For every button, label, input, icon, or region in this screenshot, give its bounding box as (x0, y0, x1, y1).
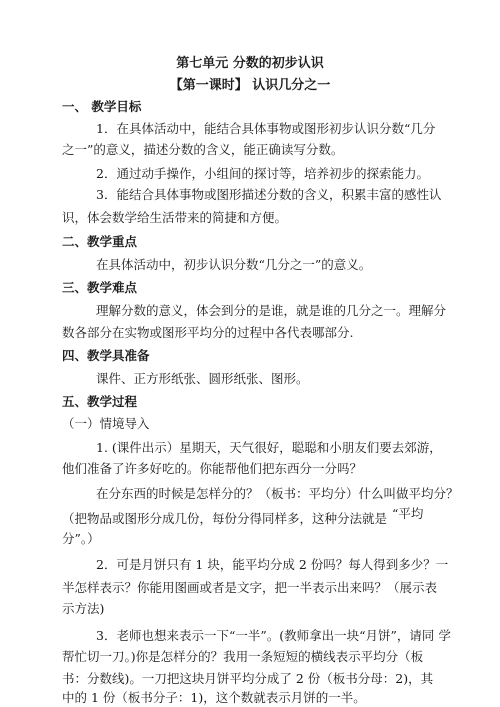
section-heading-goals: 一、 教学目标 (62, 99, 142, 114)
process-3-line-4: 中的 1 份（板书分子：1)，这个数就表示月饼的一半。 (62, 690, 366, 705)
process-2-line-3: 示方法) (62, 601, 105, 616)
section-heading-materials: 四、教学具准备 (62, 348, 150, 363)
materials-text: 课件、正方形纸张、圆形纸张、图形。 (96, 371, 309, 386)
goal-3-line-2: 识，体会数学给生活带来的简捷和方便。 (62, 210, 288, 225)
difficulty-line-2: 数各部分在实物或图形平均分的过程中各代表哪部分. (62, 325, 354, 340)
lesson-subtitle: 【第一课时】 认识几分之一 (169, 78, 331, 93)
focus-text: 在具体活动中，初步认识分数“几分之一”的意义。 (96, 257, 372, 272)
process-3-line-1: 3．老师也想来表示一下“一半”。(教师拿出一块“月饼”，请同 学 (96, 628, 451, 643)
goal-1-line-2: 之一”的意义，描述分数的含义，能正确读写分数。 (62, 142, 344, 157)
difficulty-line-1: 理解分数的意义，体会到分的是谁，就是谁的几分之一。理解分 (96, 303, 447, 318)
process-2-line-1: 2．可是月饼只有 1 块，能平均分成 2 份吗？每人得到多少？一 (96, 557, 449, 572)
section-heading-difficulty: 三、教学难点 (62, 280, 138, 295)
process-definition-quote: “平均 (392, 506, 424, 521)
process-1-line-2: 他们准备了许多好吃的。你能帮他们把东西分一分吗？ (62, 461, 363, 476)
process-question: 在分东西的时候是怎样分的？（板书：平均分）什么叫做平均分？ (96, 486, 459, 501)
goal-2: 2．通过动手操作，小组间的探讨等，培养初步的探索能力。 (96, 166, 429, 181)
process-3-line-3: 书：分数线)。一刀把这块月饼平均分成了 2 份（板书分母：2)，其 (62, 671, 434, 686)
goal-3-line-1: 3．能结合具体事物或图形描述分数的含义，积累丰富的感性认 (96, 187, 442, 202)
process-3-line-2: 帮忙切一刀。)你是怎样分的？我用一条短短的横线表示平均分（板 (62, 649, 424, 664)
goal-1-line-1: 1．在具体活动中，能结合具体事物或图形初步认识分数“几分 (96, 121, 436, 136)
process-1-line-1: 1. (课件出示）星期天，天气很好，聪聪和小朋友们要去郊游， (96, 440, 442, 455)
section-heading-process: 五、教学过程 (62, 394, 138, 409)
section-heading-focus: 二、教学重点 (62, 234, 138, 249)
process-2-line-2: 半怎样表示？你能用图画或者是文字，把一半表示出来吗？（展示表 (62, 580, 438, 595)
process-definition-line-2: 分”。） (62, 531, 100, 546)
process-definition-line-1: （把物品或图形分成几份，每份分得同样多，这种分法就是 (62, 511, 388, 526)
subsection-intro: （一）情境导入 (62, 416, 150, 431)
document-title: 第七单元 分数的初步认识 (176, 56, 324, 71)
